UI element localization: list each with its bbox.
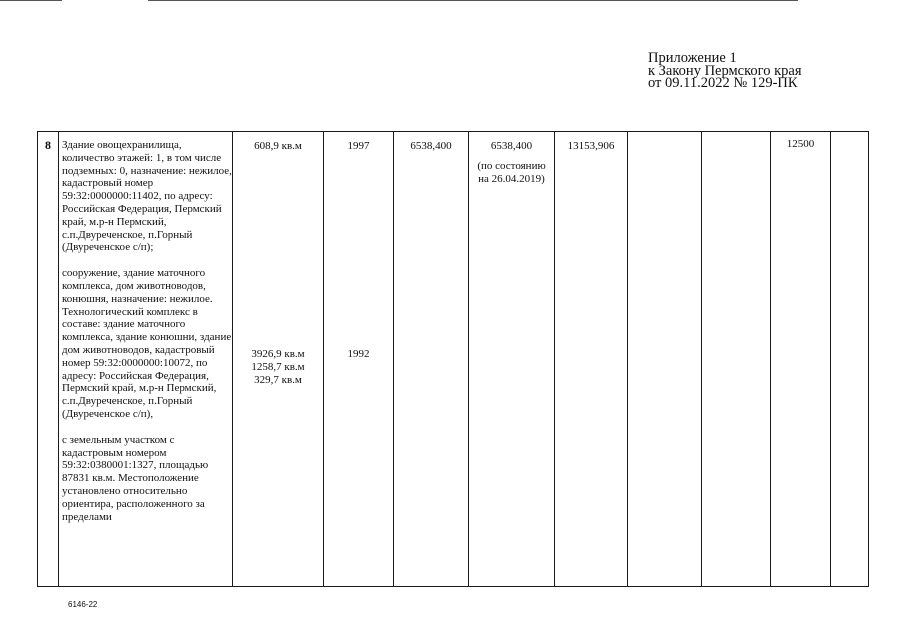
area-4: 329,7 кв.м (254, 374, 302, 386)
appendix-law: к Закону Пермского края (648, 62, 802, 79)
top-rule-right (148, 0, 798, 1)
cell-value-1 (394, 132, 469, 587)
description-paragraph-1: Здание овощехранилища, количество этажей: 1, в том числе подземных: 0, назначение: нежилое, кадастровый номер 59:32:0000000:11402, по адресу: Российская Федерация, Пермский край, м.р-н Пермский, с.п.Двуреченское, п.Горный (Двуреченское с/п); (62, 139, 232, 254)
year-1: 1997 (347, 140, 370, 152)
row-number: 8 (45, 138, 51, 152)
top-rule-left (0, 0, 62, 1)
appendix-title: Приложение 1 (648, 50, 737, 66)
year-2: 1992 (347, 348, 370, 360)
cell-empty-2 (702, 132, 771, 587)
cell-empty-3 (831, 132, 869, 587)
description (59, 132, 232, 523)
value-1: 6538,400 (410, 140, 452, 152)
appendix-header (648, 52, 802, 90)
table-row (38, 132, 869, 587)
description-paragraph-3: с земельным участком с кадастровым номером 59:32:0380001:1327, площадью 87831 кв.м. Местоположение установлено относительно ориентира, расположенного за пределами (62, 433, 209, 523)
value-3: 13153,906 (567, 140, 615, 152)
value-2: 6538,400 (490, 140, 533, 152)
appendix-date: от 09.11.2022 № 129-ПК (648, 75, 798, 91)
area-1: 608,9 кв.м (254, 140, 302, 152)
cell-empty-1 (628, 132, 702, 587)
cell-value-4 (771, 132, 831, 587)
cell-value-3 (555, 132, 628, 587)
description-paragraph-2: сооружение, здание маточного комплекса, дом животноводов, конюшня, назначение: нежилое. Технологический комплекс в составе: здание маточного комплекса, здание конюшни, здание дом животноводов, кадастровый номер 59:32:0000000:10072, по адресу: Российская Федерация, Пермский край, м.р-н Пермский, с.п.Двуреченское, п.Горный (Двуреченское с/п), (62, 267, 232, 420)
area-3: 1258,7 кв.м (251, 361, 305, 373)
value-4: 12500 (786, 138, 815, 150)
area-2: 3926,9 кв.м (251, 348, 305, 360)
property-table (37, 131, 869, 587)
cell-description (59, 132, 233, 587)
value-2-note: (по состоянию на 26.04.2019) (477, 160, 546, 185)
cell-area (233, 132, 324, 587)
document-code: 6146-22 (68, 600, 98, 609)
cell-number (38, 132, 59, 587)
cell-value-2 (469, 132, 555, 587)
cell-year (324, 132, 394, 587)
